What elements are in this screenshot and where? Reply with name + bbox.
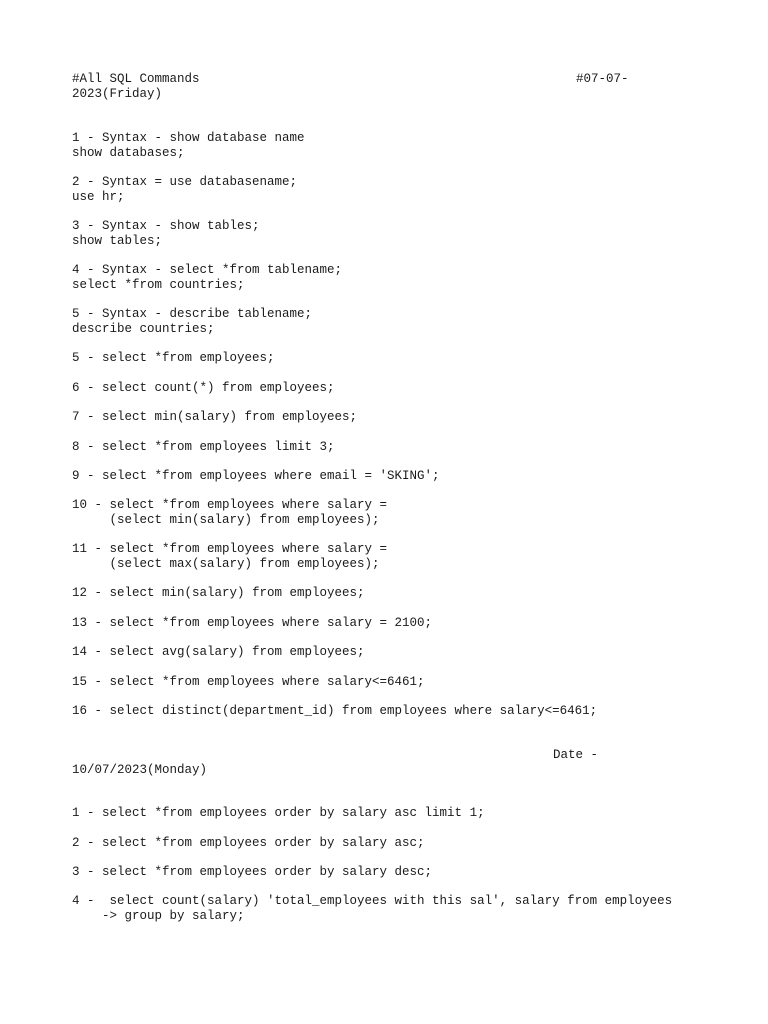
command-line: 1 - Syntax - show database name: [72, 131, 305, 145]
command-line: 15 - select *from employees where salary<=6461;: [72, 675, 425, 689]
header-date-continued: 2023(Friday): [72, 87, 163, 101]
command-line: 2 - select *from employees order by salary asc;: [72, 836, 425, 850]
date-label: Date -: [553, 748, 599, 762]
command-line: (select min(salary) from employees);: [72, 513, 380, 527]
command-line: 5 - Syntax - describe tablename;: [72, 307, 313, 321]
command-line: 10 - select *from employees where salary =: [72, 498, 388, 512]
command-line: 2 - Syntax = use databasename;: [72, 175, 298, 189]
command-line: 16 - select distinct(department_id) from employees where salary<=6461;: [72, 704, 598, 718]
command-line: 14 - select avg(salary) from employees;: [72, 645, 365, 659]
command-line: 5 - select *from employees;: [72, 351, 275, 365]
command-line: select *from countries;: [72, 278, 245, 292]
command-line: 8 - select *from employees limit 3;: [72, 440, 335, 454]
command-line: 6 - select count(*) from employees;: [72, 381, 335, 395]
command-line: 4 - select count(salary) 'total_employees with this sal', salary from employees: [72, 894, 673, 908]
command-line: 3 - select *from employees order by salary desc;: [72, 865, 433, 879]
command-line: 13 - select *from employees where salary = 2100;: [72, 616, 433, 630]
command-line: 12 - select min(salary) from employees;: [72, 586, 365, 600]
document-title: #All SQL Commands: [72, 72, 200, 86]
date-value: 10/07/2023(Monday): [72, 763, 208, 777]
command-line: 7 - select min(salary) from employees;: [72, 410, 358, 424]
command-line: use hr;: [72, 190, 125, 204]
command-line: -> group by salary;: [72, 909, 245, 923]
command-line: (select max(salary) from employees);: [72, 557, 380, 571]
header-date: #07-07-: [576, 72, 629, 86]
command-line: 11 - select *from employees where salary =: [72, 542, 388, 556]
command-line: 1 - select *from employees order by salary asc limit 1;: [72, 806, 485, 820]
command-line: 3 - Syntax - show tables;: [72, 219, 260, 233]
command-line: describe countries;: [72, 322, 215, 336]
command-line: 4 - Syntax - select *from tablename;: [72, 263, 343, 277]
command-line: show databases;: [72, 146, 185, 160]
command-line: 9 - select *from employees where email = 'SKING';: [72, 469, 440, 483]
command-line: show tables;: [72, 234, 163, 248]
